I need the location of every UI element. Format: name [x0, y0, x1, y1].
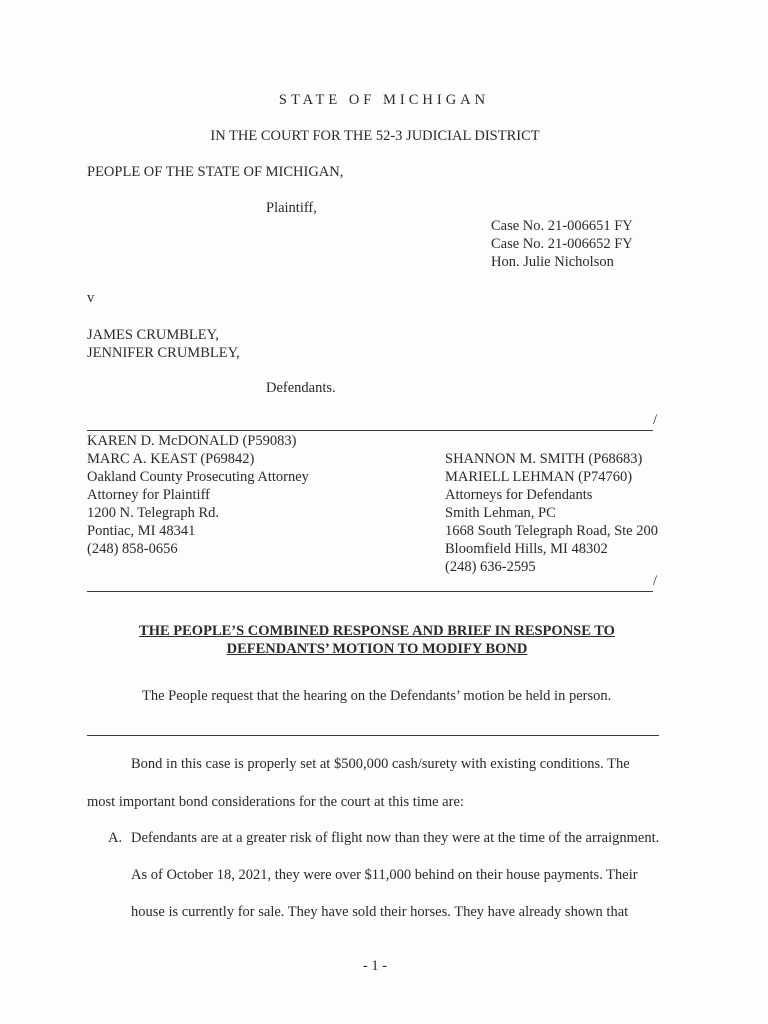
defense-counsel-line: SHANNON M. SMITH (P68683) [445, 451, 643, 467]
defense-counsel-line: Bloomfield Hills, MI 48302 [445, 541, 608, 557]
hearing-request: The People request that the hearing on the Defendants’ motion be held in person. [142, 688, 612, 704]
plaintiff-counsel-line: Attorney for Plaintiff [87, 487, 210, 503]
item-a-line-1: Defendants are at a greater risk of flight now than they were at the time of the arraignment. [131, 830, 660, 846]
defense-counsel-line: Attorneys for Defendants [445, 487, 593, 503]
paragraph-1-line-2: most important bond considerations for the court at this time are: [87, 794, 464, 810]
caption-rule-1-end: / [653, 412, 658, 428]
plaintiff-counsel-line: (248) 858-0656 [87, 541, 178, 557]
plaintiff-counsel-line: 1200 N. Telegraph Rd. [87, 505, 220, 521]
page-number: - 1 - [362, 958, 388, 974]
state-title: STATE OF MICHIGAN [278, 92, 490, 108]
defendants-list [87, 326, 240, 362]
plaintiff-counsel-line: Pontiac, MI 48341 [87, 523, 196, 539]
plaintiff-label: Plaintiff, [266, 200, 317, 216]
case-number-1: Case No. 21-006651 FY [491, 218, 633, 234]
plaintiff-counsel-line: KAREN D. McDONALD (P59083) [87, 433, 297, 449]
defendant-1: JAMES CRUMBLEY, [87, 327, 219, 343]
case-info [491, 217, 633, 271]
item-a-line-2: As of October 18, 2021, they were over $11,000 behind on their house payments. Their [131, 867, 638, 883]
plaintiff-counsel [87, 432, 309, 558]
paragraph-1-line-1: Bond in this case is properly set at $500,000 cash/surety with existing conditions. The [131, 756, 630, 772]
court-name: IN THE COURT FOR THE 52-3 JUDICIAL DISTRICT [210, 128, 540, 144]
case-number-2: Case No. 21-006652 FY [491, 236, 633, 252]
section-rule [87, 735, 659, 736]
defendants-label: Defendants. [266, 380, 336, 396]
judge-name: Hon. Julie Nicholson [491, 254, 614, 270]
item-a-marker: A. [108, 830, 123, 846]
document-title-line-2: DEFENDANTS’ MOTION TO MODIFY BOND [226, 641, 528, 657]
document-title [0, 622, 754, 658]
defense-counsel-line: Smith Lehman, PC [445, 505, 556, 521]
item-a-line-3: house is currently for sale. They have sold their horses. They have already shown that [131, 904, 629, 920]
caption-rule-2 [87, 591, 653, 592]
caption-rule-2-end: / [653, 573, 658, 589]
document-title-line-1: THE PEOPLE’S COMBINED RESPONSE AND BRIEF IN RESPONSE TO [139, 623, 615, 639]
defendant-2: JENNIFER CRUMBLEY, [87, 345, 240, 361]
plaintiff-name: PEOPLE OF THE STATE OF MICHIGAN, [87, 164, 344, 180]
versus: v [87, 290, 95, 306]
defense-counsel-line: (248) 636-2595 [445, 559, 536, 575]
defense-counsel-line: MARIELL LEHMAN (P74760) [445, 469, 633, 485]
defense-counsel-line: 1668 South Telegraph Road, Ste 200 [445, 523, 658, 539]
defense-counsel [445, 450, 658, 576]
plaintiff-counsel-line: MARC A. KEAST (P69842) [87, 451, 255, 467]
caption-rule-1 [87, 430, 653, 431]
plaintiff-counsel-line: Oakland County Prosecuting Attorney [87, 469, 309, 485]
